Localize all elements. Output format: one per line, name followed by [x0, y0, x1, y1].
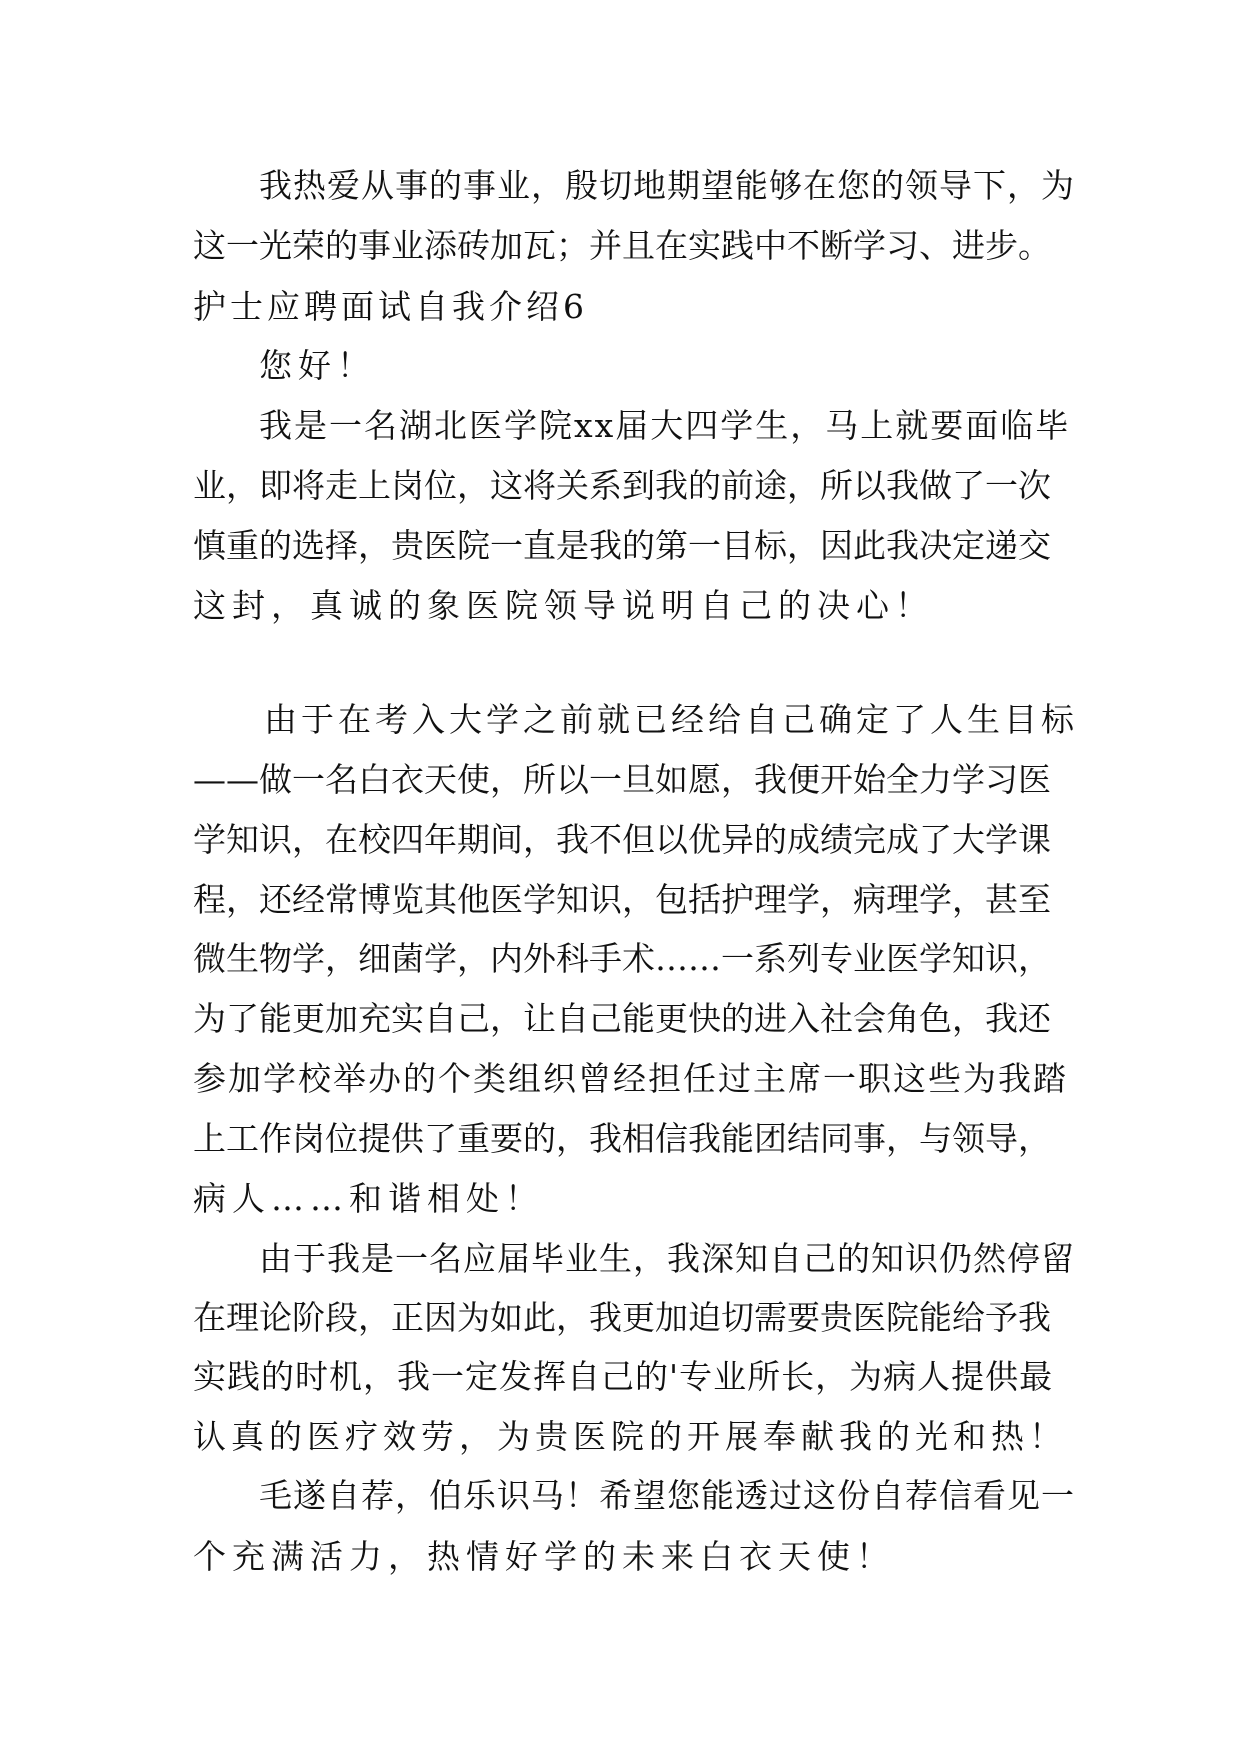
text-line: 程，还经常博览其他医学知识，包括护理学，病理学，甚至 — [193, 880, 1051, 919]
text-line: 微生物学，细菌学，内外科手术……一系列专业医学知识， — [193, 939, 1051, 978]
text-line: 这一光荣的事业添砖加瓦；并且在实践中不断学习、进步。 — [193, 226, 1051, 265]
text-line: 毛遂自荐，伯乐识马！希望您能透过这份自荐信看见一 — [259, 1476, 1075, 1515]
text-line: 参加学校举办的个类组织曾经担任过主席一职这些为我踏 — [193, 1059, 1068, 1098]
text-line: 慎重的选择，贵医院一直是我的第一目标，因此我决定递交 — [193, 526, 1051, 565]
text-line: 个充满活力，热情好学的未来白衣天使！ — [193, 1537, 895, 1576]
text-line: 我是一名湖北医学院xx届大四学生，马上就要面临毕 — [259, 406, 1071, 445]
greeting: 您好！ — [259, 346, 376, 385]
text-line: 这封，真诚的象医院领导说明自己的决心！ — [193, 586, 934, 625]
text-line: 认真的医疗效劳，为贵医院的开展奉献我的光和热！ — [193, 1417, 1067, 1456]
text-line: 为了能更加充实自己，让自己能更快的进入社会角色，我还 — [193, 999, 1051, 1038]
text-line: 病人……和谐相处！ — [193, 1179, 544, 1218]
section-heading: 护士应聘面试自我介绍6 — [193, 287, 588, 326]
text-line: 我热爱从事的事业，殷切地期望能够在您的领导下，为 — [259, 166, 1075, 205]
text-line: 上工作岗位提供了重要的，我相信我能团结同事，与领导， — [193, 1119, 1051, 1158]
text-line: 由于在考入大学之前就已经给自己确定了人生目标 — [264, 700, 1078, 739]
text-line: ——做一名白衣天使，所以一旦如愿，我便开始全力学习医 — [193, 760, 1051, 799]
text-line: 学知识，在校四年期间，我不但以优异的成绩完成了大学课 — [193, 820, 1051, 859]
text-line: 由于我是一名应届毕业生，我深知自己的知识仍然停留 — [259, 1239, 1075, 1278]
text-line: 实践的时机，我一定发挥自己的'专业所长，为病人提供最 — [193, 1357, 1054, 1396]
text-line: 在理论阶段，正因为如此，我更加迫切需要贵医院能给予我 — [193, 1298, 1051, 1337]
text-line: 业，即将走上岗位，这将关系到我的前途，所以我做了一次 — [193, 466, 1051, 505]
